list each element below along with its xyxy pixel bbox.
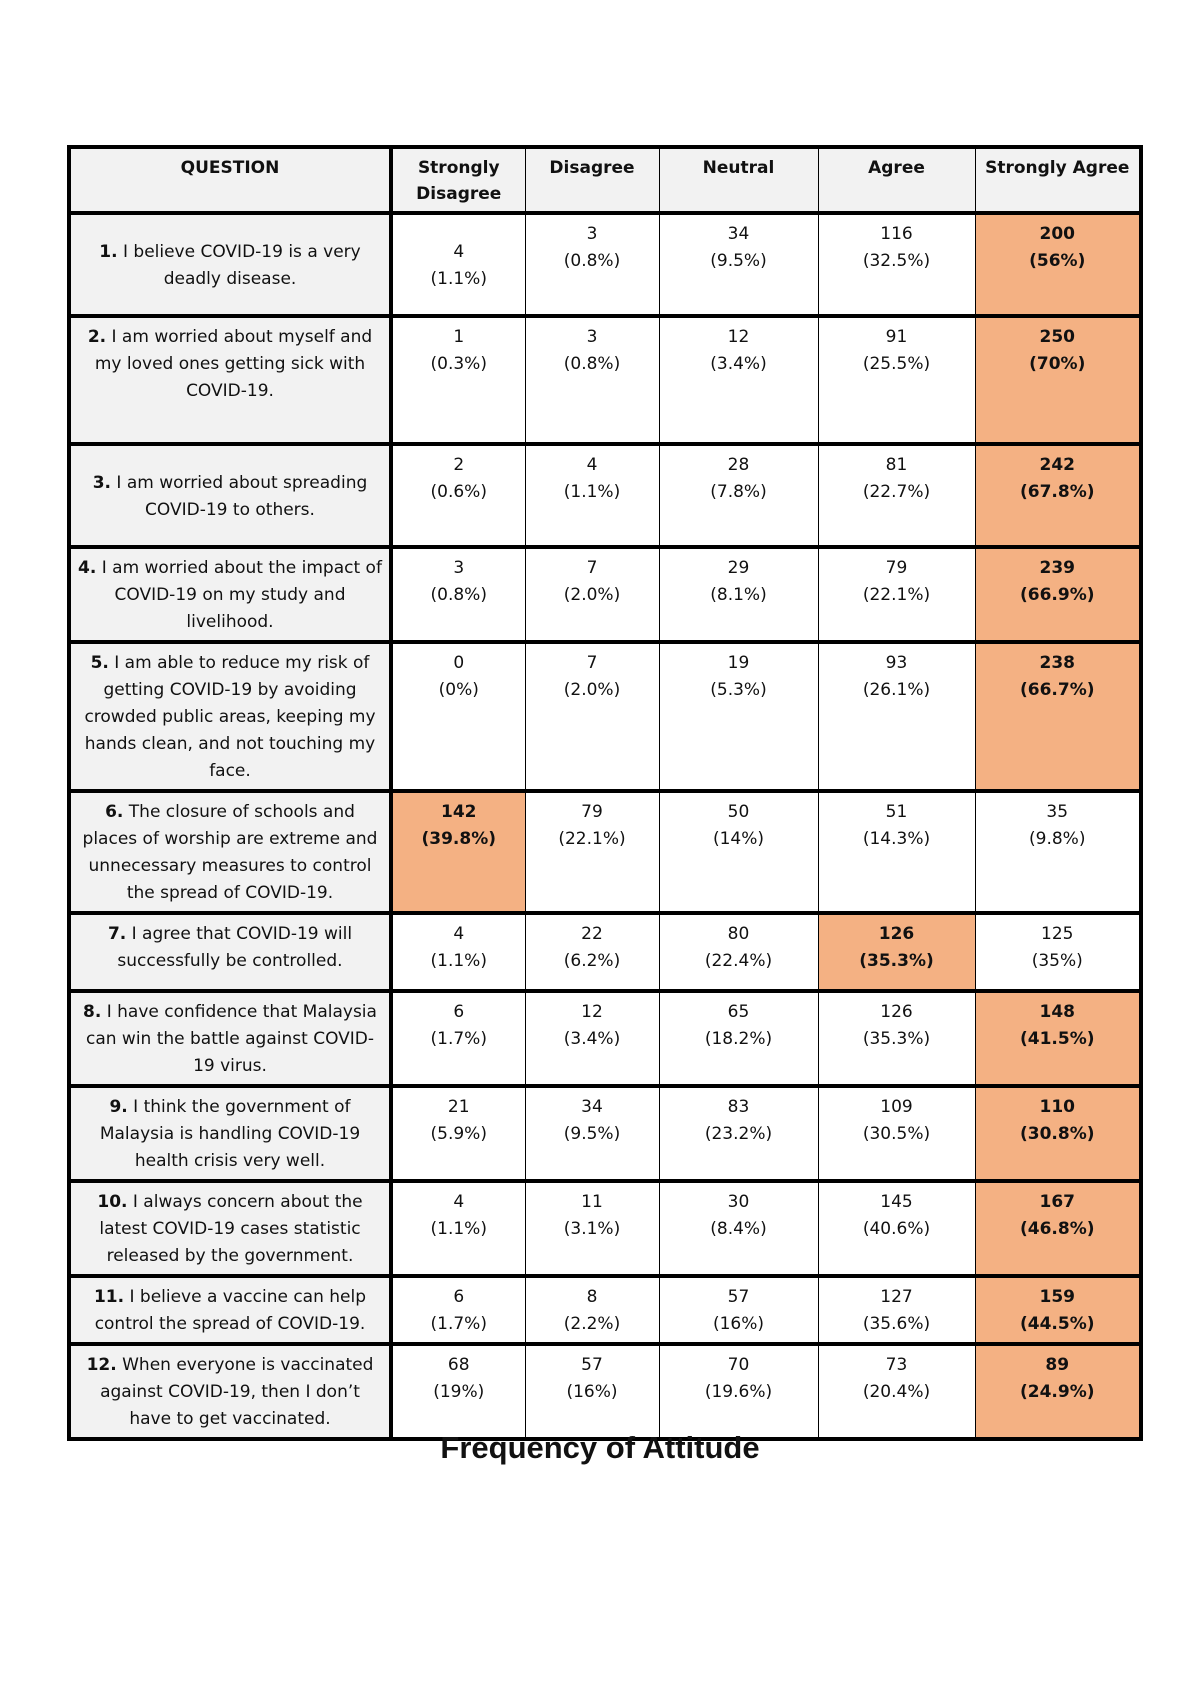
- response-percent: (35.3%): [862, 1029, 931, 1049]
- response-count: 79: [581, 802, 603, 822]
- response-count: 12: [581, 1002, 603, 1022]
- response-cell: [659, 991, 818, 1086]
- table-row: [69, 1276, 1141, 1344]
- response-count: 6: [453, 1002, 465, 1022]
- response-percent: (2.2%): [563, 1314, 621, 1334]
- response-percent: (1.1%): [563, 482, 621, 502]
- header-strongly-disagree: Strongly Disagree: [391, 147, 525, 213]
- response-percent: (7.8%): [710, 482, 767, 502]
- table-row: [69, 791, 1141, 913]
- response-cell: [525, 444, 659, 547]
- response-cell: [391, 547, 525, 642]
- response-cell: [659, 1086, 818, 1181]
- response-percent: (30.5%): [862, 1124, 931, 1144]
- response-cell: [975, 642, 1141, 791]
- response-count: 29: [727, 558, 750, 578]
- question-cell: [69, 547, 391, 642]
- response-count: 28: [727, 455, 750, 475]
- response-count: 57: [581, 1355, 603, 1375]
- table-row: [69, 213, 1141, 316]
- response-count: 4: [453, 1192, 465, 1212]
- question-text: I believe COVID-19 is a very deadly disease.: [122, 241, 361, 289]
- response-count: 57: [727, 1287, 750, 1307]
- response-percent: (16%): [566, 1382, 618, 1402]
- response-percent: (3.4%): [710, 354, 767, 374]
- response-percent: (0.6%): [430, 482, 487, 502]
- response-percent: (1.7%): [430, 1314, 487, 1334]
- response-count: 35: [1046, 802, 1069, 822]
- response-count: 110: [1039, 1097, 1075, 1117]
- response-cell: [659, 213, 818, 316]
- response-percent: (35.6%): [862, 1314, 931, 1334]
- response-count: 200: [1039, 224, 1075, 244]
- response-cell: [525, 547, 659, 642]
- response-percent: (25.5%): [862, 354, 931, 374]
- response-count: 7: [586, 558, 598, 578]
- response-count: 238: [1039, 653, 1075, 673]
- question-cell: [69, 444, 391, 547]
- response-cell: [818, 1344, 975, 1439]
- response-count: 167: [1039, 1192, 1075, 1212]
- question-number: 3.: [92, 472, 112, 493]
- table-row: [69, 316, 1141, 444]
- question-number: 9.: [109, 1097, 128, 1117]
- response-cell: [818, 1276, 975, 1344]
- response-count: 125: [1041, 924, 1074, 944]
- response-percent: (0.8%): [430, 585, 487, 605]
- response-count: 8: [586, 1287, 598, 1307]
- response-cell: [659, 547, 818, 642]
- question-text: I think the government of Malaysia is handling COVID-19 health crisis very well.: [99, 1097, 361, 1171]
- question-number: 1.: [99, 241, 118, 262]
- response-percent: (40.6%): [862, 1219, 931, 1239]
- table-row: [69, 913, 1141, 991]
- question-text: When everyone is vaccinated against COVID-19, then I don’t have to get vaccinated.: [100, 1355, 374, 1429]
- question-cell: [69, 316, 391, 444]
- response-count: 1: [453, 327, 465, 347]
- response-percent: (1.1%): [430, 1219, 487, 1239]
- response-percent: (32.5%): [862, 251, 931, 271]
- response-cell: [818, 791, 975, 913]
- question-cell: [69, 1086, 391, 1181]
- response-cell: [818, 991, 975, 1086]
- response-cell: [975, 791, 1141, 913]
- response-cell: [818, 1181, 975, 1276]
- response-count: 79: [885, 558, 908, 578]
- question-number: 7.: [107, 924, 127, 944]
- response-percent: (0.8%): [563, 251, 621, 271]
- header-neutral: Neutral: [659, 147, 818, 213]
- response-percent: (19.6%): [704, 1382, 773, 1402]
- response-cell: [818, 913, 975, 991]
- question-cell: [69, 913, 391, 991]
- response-cell: [659, 642, 818, 791]
- response-percent: (16%): [712, 1314, 765, 1334]
- response-cell: [525, 1181, 659, 1276]
- response-cell: [818, 213, 975, 316]
- response-count: 89: [1045, 1355, 1070, 1375]
- response-count: 159: [1039, 1287, 1075, 1307]
- response-cell: [818, 1086, 975, 1181]
- response-cell: [391, 213, 525, 316]
- table-row: [69, 444, 1141, 547]
- response-percent: (41.5%): [1019, 1029, 1095, 1049]
- question-text: I am worried about myself and my loved ones getting sick with COVID-19.: [94, 327, 373, 401]
- response-percent: (18.2%): [704, 1029, 773, 1049]
- response-cell: [525, 913, 659, 991]
- response-count: 81: [885, 455, 908, 475]
- response-count: 3: [453, 558, 465, 578]
- question-number: 11.: [93, 1287, 125, 1307]
- response-percent: (66.9%): [1019, 585, 1095, 605]
- response-cell: [659, 316, 818, 444]
- question-cell: [69, 991, 391, 1086]
- header-strongly-agree: Strongly Agree: [975, 147, 1141, 213]
- response-cell: [659, 791, 818, 913]
- question-text: The closure of schools and places of worship are extreme and unnecessary measures to control the spread of COVID-19.: [82, 802, 378, 903]
- question-cell: [69, 1344, 391, 1439]
- response-cell: [818, 547, 975, 642]
- response-count: 3: [586, 327, 598, 347]
- response-cell: [659, 1276, 818, 1344]
- response-cell: [975, 444, 1141, 547]
- table-row: [69, 642, 1141, 791]
- response-percent: (0%): [438, 680, 479, 700]
- response-count: 30: [727, 1192, 750, 1212]
- response-cell: [525, 213, 659, 316]
- response-cell: [975, 1181, 1141, 1276]
- response-cell: [525, 991, 659, 1086]
- table-row: [69, 1181, 1141, 1276]
- response-percent: (0.3%): [430, 354, 487, 374]
- question-number: 4.: [78, 558, 97, 578]
- response-cell: [659, 1181, 818, 1276]
- response-count: 242: [1039, 455, 1075, 475]
- response-count: 4: [586, 455, 598, 475]
- response-percent: (39.8%): [421, 829, 497, 849]
- response-percent: (22.1%): [862, 585, 931, 605]
- response-percent: (26.1%): [862, 680, 931, 700]
- attitude-frequency-table: [67, 145, 1143, 1441]
- response-cell: [391, 791, 525, 913]
- response-count: 126: [880, 1002, 913, 1022]
- response-percent: (35%): [1031, 951, 1083, 971]
- response-percent: (9.5%): [563, 1124, 621, 1144]
- response-cell: [525, 791, 659, 913]
- response-percent: (22.4%): [704, 951, 773, 971]
- response-percent: (6.2%): [563, 951, 621, 971]
- question-number: 10.: [97, 1192, 128, 1212]
- response-percent: (9.8%): [1029, 829, 1086, 849]
- header-question: QUESTION: [69, 147, 391, 213]
- response-count: 11: [581, 1192, 603, 1212]
- response-count: 3: [586, 224, 598, 244]
- response-count: 93: [885, 653, 908, 673]
- response-percent: (2.0%): [563, 585, 621, 605]
- response-count: 34: [727, 224, 750, 244]
- question-number: 2.: [87, 327, 107, 347]
- response-percent: (24.9%): [1019, 1382, 1095, 1402]
- response-percent: (44.5%): [1019, 1314, 1095, 1334]
- question-text: I am worried about spreading COVID-19 to others.: [116, 472, 368, 520]
- question-cell: [69, 642, 391, 791]
- question-text: I have confidence that Malaysia can win the battle against COVID-19 virus.: [85, 1002, 377, 1076]
- response-count: 148: [1039, 1002, 1075, 1022]
- response-percent: (35.3%): [859, 951, 934, 971]
- response-percent: (70%): [1029, 354, 1086, 374]
- response-percent: (8.1%): [710, 585, 767, 605]
- response-cell: [525, 316, 659, 444]
- response-cell: [391, 1181, 525, 1276]
- question-cell: [69, 1276, 391, 1344]
- response-cell: [975, 1276, 1141, 1344]
- response-count: 50: [727, 802, 750, 822]
- response-count: 51: [885, 802, 908, 822]
- response-count: 21: [447, 1097, 470, 1117]
- response-count: 83: [727, 1097, 750, 1117]
- response-count: 91: [885, 327, 908, 347]
- response-percent: (5.9%): [430, 1124, 487, 1144]
- response-cell: [975, 913, 1141, 991]
- question-cell: [69, 791, 391, 913]
- response-percent: (67.8%): [1019, 482, 1095, 502]
- response-count: 239: [1039, 558, 1075, 578]
- response-cell: [391, 1344, 525, 1439]
- response-cell: [391, 991, 525, 1086]
- response-percent: (8.4%): [710, 1219, 767, 1239]
- question-text: I am worried about the impact of COVID-19 on my study and livelihood.: [101, 558, 382, 632]
- response-percent: (14%): [712, 829, 765, 849]
- question-text: I agree that COVID-19 will successfully be controlled.: [117, 924, 353, 971]
- response-percent: (19%): [433, 1382, 485, 1402]
- response-count: 126: [878, 924, 915, 944]
- response-count: 6: [453, 1287, 465, 1307]
- response-cell: [525, 1276, 659, 1344]
- response-cell: [975, 991, 1141, 1086]
- response-count: 7: [586, 653, 598, 673]
- response-cell: [818, 642, 975, 791]
- response-percent: (22.7%): [862, 482, 931, 502]
- response-percent: (5.3%): [710, 680, 767, 700]
- response-cell: [659, 444, 818, 547]
- response-cell: [975, 1086, 1141, 1181]
- response-cell: [975, 1344, 1141, 1439]
- table-row: [69, 1344, 1141, 1439]
- response-count: 116: [880, 224, 913, 244]
- question-cell: [69, 1181, 391, 1276]
- response-count: 68: [447, 1355, 470, 1375]
- table-body: [69, 213, 1141, 1439]
- response-cell: [525, 642, 659, 791]
- question-number: 5.: [90, 653, 109, 673]
- response-percent: (9.5%): [710, 251, 767, 271]
- response-count: 142: [441, 802, 477, 822]
- header-agree: Agree: [818, 147, 975, 213]
- response-percent: (1.1%): [430, 268, 487, 289]
- response-percent: (2.0%): [563, 680, 621, 700]
- table-header-row: [69, 147, 1141, 213]
- response-percent: (3.4%): [563, 1029, 621, 1049]
- table-row: [69, 1086, 1141, 1181]
- response-cell: [818, 316, 975, 444]
- table-row: [69, 547, 1141, 642]
- response-percent: (66.7%): [1019, 680, 1095, 700]
- response-count: 70: [727, 1355, 750, 1375]
- response-percent: (1.1%): [430, 951, 487, 971]
- response-cell: [391, 444, 525, 547]
- question-text: I believe a vaccine can help control the spread of COVID-19.: [94, 1287, 367, 1334]
- response-percent: (30.8%): [1019, 1124, 1095, 1144]
- table-caption: Frequency of Attitude: [440, 1430, 760, 1465]
- response-cell: [975, 547, 1141, 642]
- response-percent: (20.4%): [862, 1382, 931, 1402]
- question-number: 12.: [86, 1355, 117, 1375]
- question-number: 6.: [105, 802, 124, 822]
- response-cell: [391, 1086, 525, 1181]
- response-count: 34: [581, 1097, 603, 1117]
- response-percent: (14.3%): [862, 829, 931, 849]
- response-cell: [975, 213, 1141, 316]
- response-count: 4: [453, 241, 465, 262]
- response-percent: (23.2%): [704, 1124, 773, 1144]
- response-cell: [525, 1086, 659, 1181]
- response-count: 73: [885, 1355, 908, 1375]
- response-count: 0: [453, 653, 465, 673]
- response-percent: (3.1%): [563, 1219, 621, 1239]
- header-disagree: Disagree: [525, 147, 659, 213]
- response-cell: [818, 444, 975, 547]
- question-text: I always concern about the latest COVID-19 cases statistic released by the government.: [99, 1192, 363, 1266]
- response-count: 250: [1039, 327, 1075, 347]
- response-cell: [391, 316, 525, 444]
- response-count: 19: [727, 653, 750, 673]
- response-count: 145: [880, 1192, 913, 1212]
- response-count: 22: [581, 924, 603, 944]
- response-percent: (56%): [1029, 251, 1086, 271]
- question-text: I am able to reduce my risk of getting COVID-19 by avoiding crowded public areas, keeping my hands clean, and not touching my face.: [84, 653, 376, 781]
- response-cell: [975, 316, 1141, 444]
- response-count: 4: [453, 924, 465, 944]
- response-cell: [659, 913, 818, 991]
- response-percent: (46.8%): [1019, 1219, 1095, 1239]
- response-cell: [391, 913, 525, 991]
- response-cell: [525, 1344, 659, 1439]
- response-count: 12: [727, 327, 750, 347]
- table-row: [69, 991, 1141, 1086]
- response-count: 2: [453, 455, 465, 475]
- question-cell: [69, 213, 391, 316]
- response-percent: (1.7%): [430, 1029, 487, 1049]
- response-percent: (0.8%): [563, 354, 621, 374]
- response-count: 65: [727, 1002, 750, 1022]
- response-cell: [391, 1276, 525, 1344]
- response-count: 127: [880, 1287, 913, 1307]
- response-count: 109: [880, 1097, 913, 1117]
- response-cell: [391, 642, 525, 791]
- response-percent: (22.1%): [558, 829, 626, 849]
- response-cell: [659, 1344, 818, 1439]
- response-count: 80: [727, 924, 750, 944]
- question-number: 8.: [83, 1002, 102, 1022]
